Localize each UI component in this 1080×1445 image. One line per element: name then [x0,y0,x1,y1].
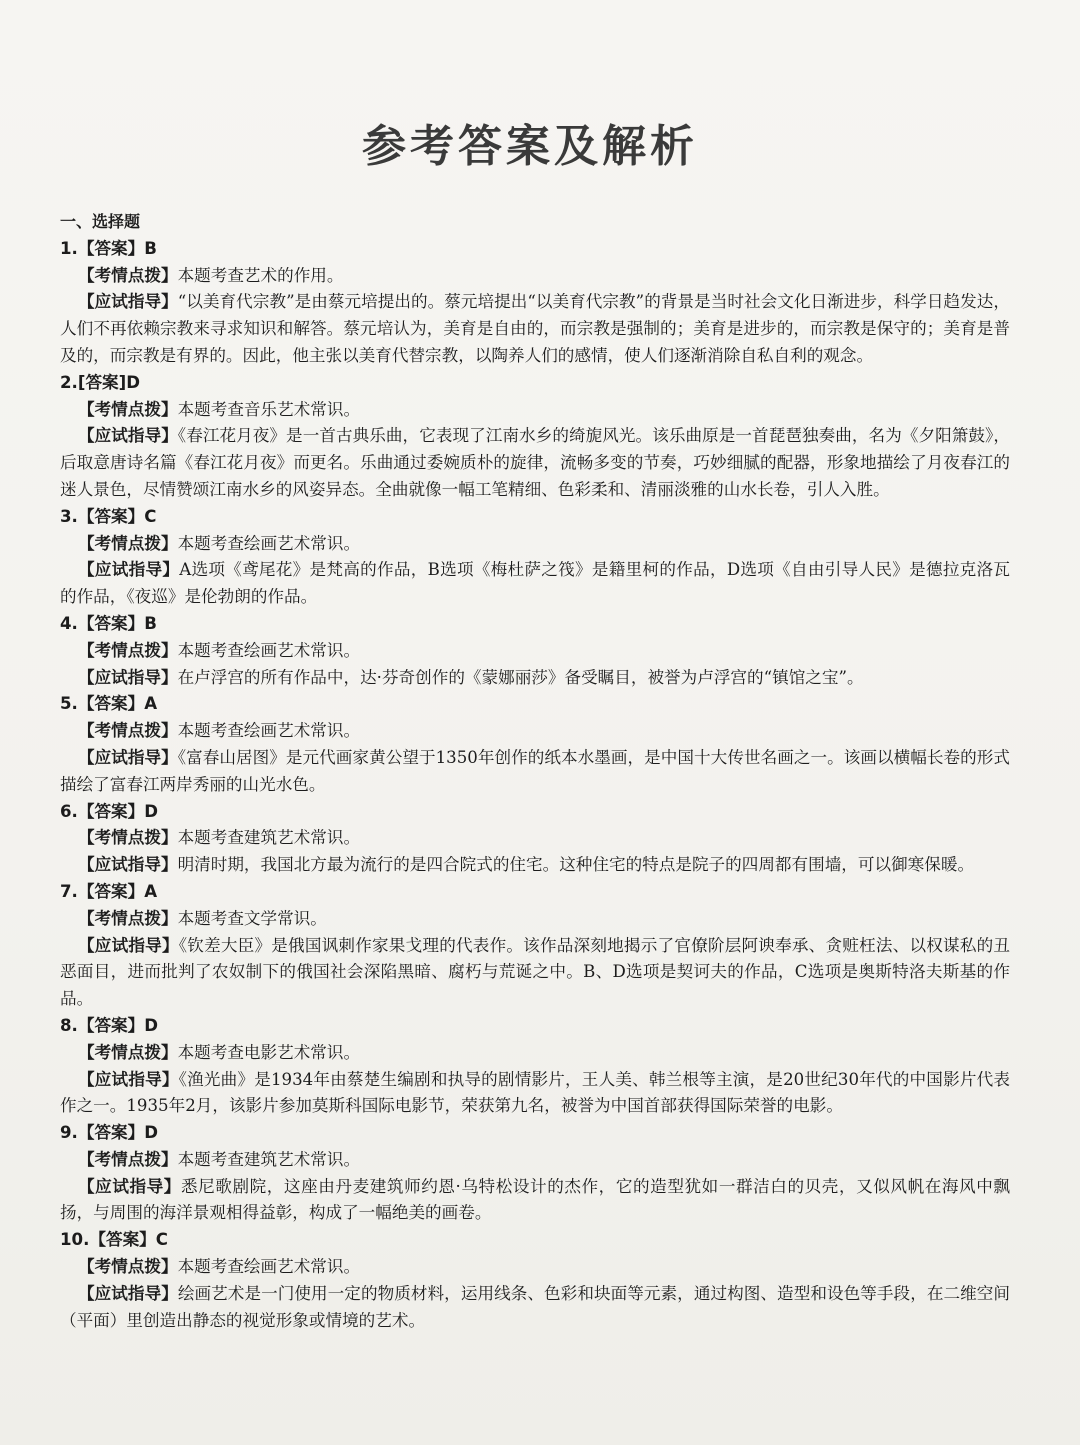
exam-point [60,531,1010,558]
answer-guide [60,665,1010,692]
section-heading: 一、选择题 [60,212,141,231]
answer-value: 【答案】C [89,1230,168,1250]
exam-point-tag: 【考情点拨】 [78,1042,178,1062]
answer-line [60,1013,1010,1040]
exam-point-tag: 【考情点拨】 [78,908,178,928]
answer-guide-text: 明清时期，我国北方最为流行的是四合院式的住宅。这种住宅的特点是院子的四周都有围墙，可以御寒保暖。 [177,855,975,875]
answer-guide [60,933,1010,1013]
answer-line [60,611,1010,638]
answer-value: 【答案】D [77,801,159,821]
answer-guide-text: 《春江花月夜》是一首古典乐曲，它表现了江南水乡的绮旎风光。该乐曲原是一首琵琶独奏曲，名为《夕阳箫鼓》，后取意唐诗名篇《春江花月夜》而更名。乐曲通过委婉质朴的旋律，流畅多变的节奏，巧妙细腻的配器，形象地描绘了月夜春江的迷人景色，尽情赞颂江南水乡的风姿异态。全曲就像一幅工笔精细、色彩柔和、清丽淡雅的山水长卷，引人入胜。 [60,426,1010,499]
answer-guide-tag: 【应试指导】 [78,292,178,312]
question-item [60,611,1010,691]
answer-value: 【答案】D [77,1015,159,1035]
question-number: 10. [60,1230,90,1250]
exam-point-text: 本题考查绘画艺术常识。 [177,1257,361,1277]
answer-value: 【答案】B [77,613,157,633]
answer-line [60,691,1010,718]
question-item [60,236,1010,370]
exam-point [60,638,1010,665]
exam-point-tag: 【考情点拨】 [78,265,178,285]
answer-guide-tag: 【应试指导】 [78,935,179,955]
answer-line [60,879,1010,906]
answer-value: [答案]D [77,372,140,392]
answer-line [60,799,1010,826]
answer-content [60,209,1010,1334]
exam-point [60,397,1010,424]
exam-point-text: 本题考查电影艺术常识。 [177,1042,361,1062]
answer-value: 【答案】A [77,694,158,714]
answer-guide [60,852,1010,879]
exam-point [60,1147,1010,1174]
question-item [60,1120,1010,1227]
answer-guide-tag: 【应试指导】 [78,667,178,687]
question-item [60,1227,1010,1334]
question-number: 7. [60,881,78,901]
exam-point-tag: 【考情点拨】 [78,828,178,848]
question-number: 3. [60,506,78,526]
question-item [60,879,1010,1013]
answer-guide-text: A选项《鸢尾花》是梵高的作品，B选项《梅杜萨之筏》是籍里柯的作品，D选项《自由引导人民》是德拉克洛瓦的作品，《夜巡》是伦勃朗的作品。 [60,560,1011,607]
question-number: 5. [60,694,78,714]
exam-point-tag: 【考情点拨】 [78,399,178,419]
answer-guide [60,557,1010,611]
answer-value: 【答案】C [77,506,157,526]
answer-guide-tag: 【应试指导】 [78,747,178,767]
answer-value: 【答案】D [77,1123,159,1143]
answer-guide-tag: 【应试指导】 [78,1283,178,1303]
answer-line [60,1120,1010,1147]
question-number: 9. [60,1123,78,1143]
exam-point-tag: 【考情点拨】 [78,721,178,741]
answer-guide-text: 悉尼歌剧院，这座由丹麦建筑师约恩·乌特松设计的杰作，它的造型犹如一群洁白的贝壳，又似风帆在海风中飘扬，与周围的海洋景观相得益彰，构成了一幅绝美的画卷。 [60,1176,1010,1223]
question-list [60,236,1010,1335]
question-item [60,799,1010,879]
answer-guide [60,289,1010,369]
question-item [60,504,1010,611]
answer-guide [60,745,1010,799]
question-number: 4. [60,613,78,633]
exam-point-tag: 【考情点拨】 [78,640,178,660]
answer-guide-text: 绘画艺术是一门使用一定的物质材料，运用线条、色彩和块面等元素，通过构图、造型和设色等手段，在二维空间（平面）里创造出静态的视觉形象或情境的艺术。 [60,1283,1011,1330]
exam-point [60,906,1010,933]
exam-point [60,1040,1010,1067]
question-item [60,691,1010,798]
answer-value: 【答案】B [77,238,157,258]
question-item [60,370,1010,504]
answer-line [60,1227,1010,1254]
answer-guide [60,1067,1010,1121]
exam-point-tag: 【考情点拨】 [78,1149,178,1169]
answer-guide-text: 在卢浮宫的所有作品中，达·芬奇创作的《蒙娜丽莎》备受瞩目，被誉为卢浮宫的“镇馆之宝”。 [177,667,864,687]
exam-point [60,825,1010,852]
page-title: 参考答案及解析 [362,121,698,172]
exam-point-text: 本题考查艺术的作用。 [177,265,344,285]
question-number: 2. [60,372,78,392]
exam-point-text: 本题考查绘画艺术常识。 [177,533,361,553]
answer-guide-tag: 【应试指导】 [78,855,178,875]
exam-point [60,718,1010,745]
answer-guide-tag: 【应试指导】 [78,1176,181,1196]
answer-guide [60,1281,1010,1335]
answer-value: 【答案】A [77,881,158,901]
exam-point-tag: 【考情点拨】 [78,1257,178,1277]
answer-guide-text: 《钦差大臣》是俄国讽刺作家果戈理的代表作。该作品深刻地揭示了官僚阶层阿谀奉承、贪赃枉法、以权谋私的丑恶面目，进而批判了农奴制下的俄国社会深陷黑暗、腐朽与荒诞之中。B、D选项是契诃夫的作品，C选项是奥斯特洛夫斯基的作品。 [60,935,1011,1009]
exam-point-tag: 【考情点拨】 [78,533,178,553]
answer-guide-tag: 【应试指导】 [78,426,178,446]
answer-guide [60,1174,1010,1228]
question-number: 8. [60,1015,78,1035]
exam-point-text: 本题考查文学常识。 [177,908,327,928]
question-number: 6. [60,801,78,821]
answer-guide-text: “以美育代宗教”是由蔡元培提出的。蔡元培提出“以美育代宗教”的背景是当时社会文化日渐进步，科学日趋发达，人们不再依赖宗教来寻求知识和解答。蔡元培认为，美育是自由的，而宗教是强制的；美育是进步的，而宗教是保守的；美育是普及的，而宗教是有界的。因此，他主张以美育代替宗教，以陶养人们的感情，使人们逐渐消除自私自利的观念。 [60,292,1011,365]
answer-line [60,236,1010,263]
answer-line [60,370,1010,397]
answer-line [60,504,1010,531]
answer-guide-tag: 【应试指导】 [78,1069,179,1089]
exam-point-text: 本题考查建筑艺术常识。 [177,1149,361,1169]
answer-guide-text: 《富春山居图》是元代画家黄公望于1350年创作的纸本水墨画，是中国十大传世名画之一。该画以横幅长卷的形式描绘了富春江两岸秀丽的山光水色。 [60,747,1011,794]
exam-point [60,263,1010,290]
answer-guide [60,423,1010,503]
exam-point-text: 本题考查建筑艺术常识。 [177,828,361,848]
exam-point-text: 本题考查绘画艺术常识。 [177,721,361,741]
exam-point [60,1254,1010,1281]
answer-guide-tag: 【应试指导】 [78,560,180,580]
question-number: 1. [60,238,78,258]
answer-guide-text: 《渔光曲》是1934年由蔡楚生编剧和执导的剧情影片，王人美、韩兰根等主演，是20世纪30年代的中国影片代表作之一。1935年2月，该影片参加莫斯科国际电影节，荣获第九名，被誉为中国首部获得国际荣誉的电影。 [60,1069,1010,1116]
question-item [60,1013,1010,1120]
exam-point-text: 本题考查绘画艺术常识。 [177,640,361,660]
exam-point-text: 本题考查音乐艺术常识。 [177,399,361,419]
